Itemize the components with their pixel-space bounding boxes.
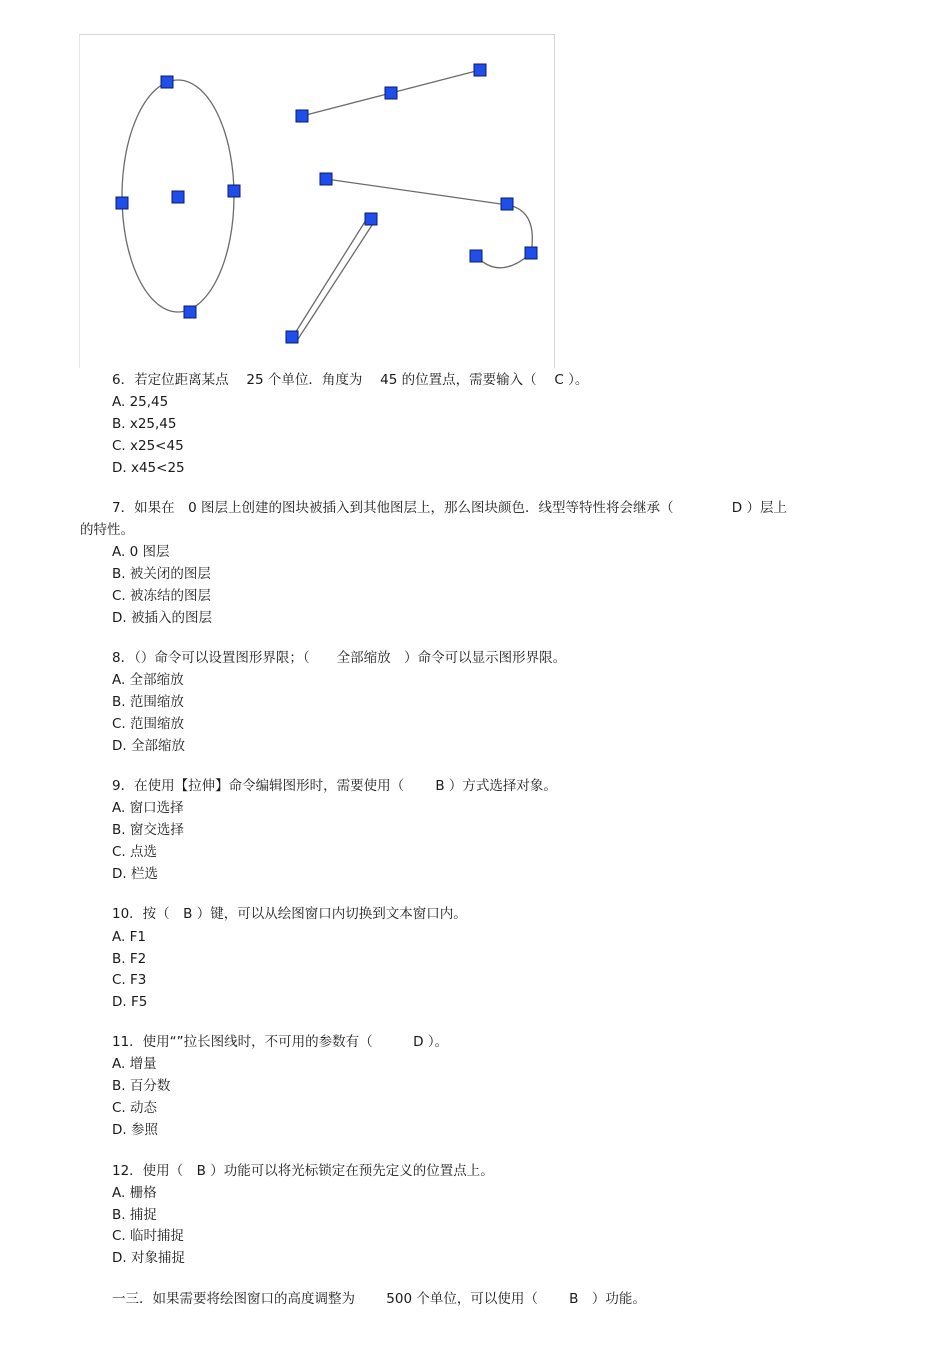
question-10-option-a: A. F1 [112,929,146,945]
grip-square-icon [286,331,298,343]
question-6-option-b: B. x25,45 [112,416,177,432]
question-9-option-a: A. 窗口选择 [112,800,184,816]
question-8-option-d: D. 全部缩放 [112,738,185,754]
question-6-option-c: C. x25<45 [112,438,184,454]
question-7-stem-continued: 的特性。 [80,522,134,538]
grip-square-icon [184,306,196,318]
grip-square-icon [161,76,173,88]
question-11-option-b: B. 百分数 [112,1078,171,1094]
question-8-stem: 8．（）命令可以设置图形界限；（ 全部缩放 ）命令可以显示图形界限。 [112,650,567,666]
question-7-option-a: A. 0 图层 [112,544,170,560]
question-8-option-b: B. 范围缩放 [112,694,184,710]
grip-square-icon [470,250,482,262]
grip-square-icon [296,110,308,122]
question-6-option-a: A. 25,45 [112,394,169,410]
question-13-stem: 一三．如果需要将绘图窗口的高度调整为 500 个单位，可以使用（ B ）功能。 [112,1291,646,1307]
grip-square-icon [474,64,486,76]
question-10-stem: 10．按（ B ）键，可以从绘图窗口内切换到文本窗口内。 [112,906,467,922]
question-10-option-b: B. F2 [112,951,147,967]
question-10-option-c: C. F3 [112,972,147,988]
question-12-stem: 12．使用（ B ）功能可以将光标锁定在预先定义的位置点上。 [112,1163,494,1179]
question-9-option-d: D. 栏选 [112,866,158,882]
question-12-option-c: C. 临时捕捉 [112,1228,185,1244]
question-7-option-c: C. 被冻结的图层 [112,588,212,604]
grip-square-icon [116,197,128,209]
question-12-option-a: A. 栅格 [112,1185,157,1201]
grip-square-icon [228,185,240,197]
question-7-stem: 7．如果在 0 图层上创建的图块被插入到其他图层上，那么图块颜色．线型等特性将会继承（ D ）层上 [112,500,787,516]
arc-shape [476,253,531,268]
question-11-option-c: C. 动态 [112,1100,158,1116]
grip-square-icon [385,87,397,99]
question-8-option-a: A. 全部缩放 [112,672,184,688]
question-11-option-d: D. 参照 [112,1122,158,1138]
grip-square-icon [320,173,332,185]
grip-points-drawing [80,35,556,369]
question-7-option-d: D. 被插入的图层 [112,610,212,626]
cad-grip-figure [79,34,555,368]
question-12-option-b: B. 捕捉 [112,1207,157,1223]
question-11-stem: 11．使用“”拉长图线时，不可用的参数有（ D ）。 [112,1034,449,1050]
question-9-option-b: B. 窗交选择 [112,822,184,838]
question-11-option-a: A. 增量 [112,1056,157,1072]
line-arc-shape [326,179,532,253]
question-12-option-d: D. 对象捕捉 [112,1250,185,1266]
question-6-option-d: D. x45<25 [112,460,185,476]
grip-square-icon [501,198,513,210]
double-line-shape [292,220,374,339]
question-9-option-c: C. 点选 [112,844,158,860]
question-9-stem: 9．在使用【拉伸】命令编辑图形时，需要使用（ B ）方式选择对象。 [112,778,557,794]
grip-square-icon [525,247,537,259]
question-10-option-d: D. F5 [112,994,148,1010]
grip-square-icon [172,191,184,203]
grip-square-icon [365,213,377,225]
question-7-option-b: B. 被关闭的图层 [112,566,211,582]
question-6-stem: 6．若定位距离某点 25 个单位．角度为 45 的位置点，需要输入（ C ）。 [112,372,589,388]
question-8-option-c: C. 范围缩放 [112,716,185,732]
